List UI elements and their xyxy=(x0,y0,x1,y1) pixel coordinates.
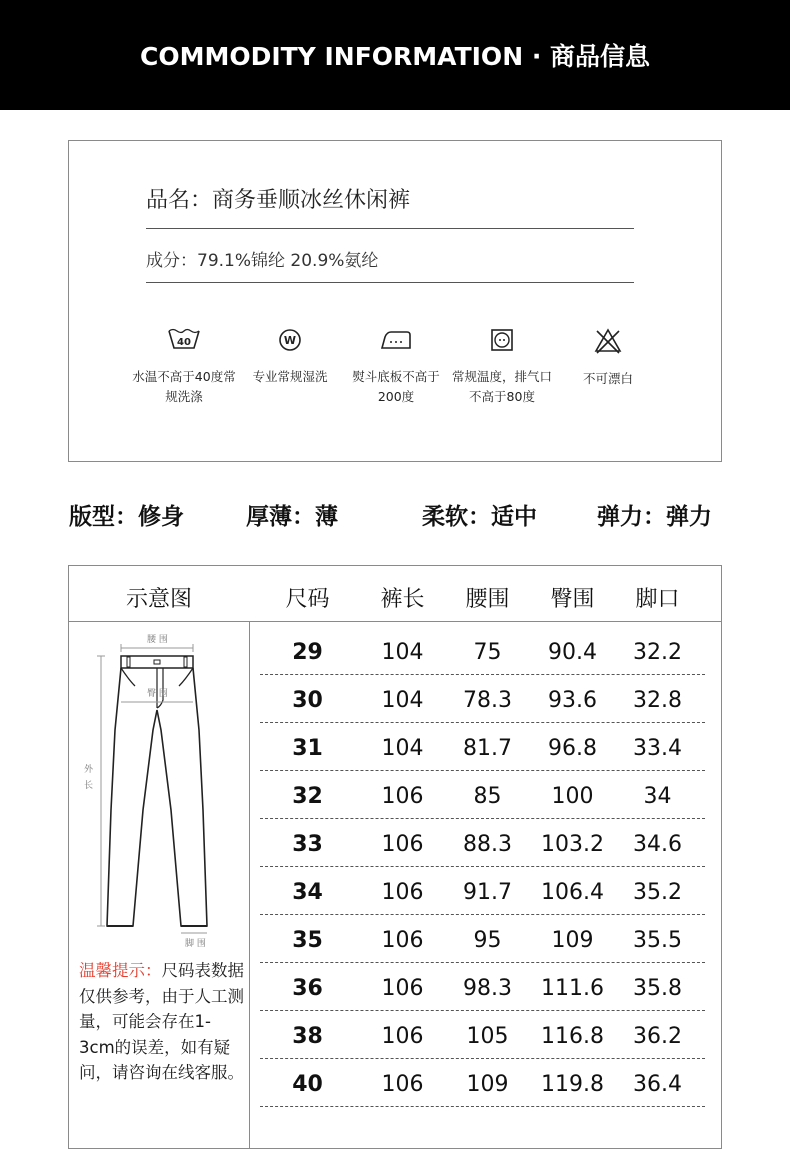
cell-waist: 109 xyxy=(466,1072,509,1097)
header-hip: 臀围 xyxy=(550,587,595,612)
cell-size: 36 xyxy=(292,976,323,1001)
table-row xyxy=(260,819,705,867)
header-banner xyxy=(0,0,790,110)
attr-elasticity: 弹力：弹力 xyxy=(597,504,712,530)
cell-hip: 119.8 xyxy=(541,1072,604,1097)
header-hem: 脚口 xyxy=(635,587,680,612)
cell-hip: 111.6 xyxy=(541,976,604,1001)
wash-40-icon xyxy=(167,327,201,353)
attributes-row xyxy=(0,498,790,532)
table-row xyxy=(260,771,705,819)
header-diagram: 示意图 xyxy=(125,587,192,612)
care-text: 不可漂白 xyxy=(582,371,633,386)
cell-hip: 100 xyxy=(551,784,594,809)
size-tip xyxy=(79,958,245,1086)
cell-waist: 95 xyxy=(473,928,502,953)
cell-hip: 103.2 xyxy=(541,832,604,857)
cell-hip: 96.8 xyxy=(548,736,597,761)
header-waist: 腰围 xyxy=(465,587,510,612)
cell-size: 40 xyxy=(292,1072,323,1097)
attr-thickness: 厚薄：薄 xyxy=(246,504,338,530)
tumble-dry-icon xyxy=(489,327,515,353)
care-text: 常规温度，排气口不高于80度 xyxy=(451,369,552,404)
cell-hem: 32.2 xyxy=(633,640,682,665)
cell-hem: 35.8 xyxy=(633,976,682,1001)
table-row xyxy=(260,675,705,723)
attr-fit: 版型：修身 xyxy=(69,504,184,530)
table-row xyxy=(260,723,705,771)
table-row xyxy=(260,1011,705,1059)
cell-hem: 36.2 xyxy=(633,1024,682,1049)
care-item-iron xyxy=(341,327,451,407)
cell-length: 104 xyxy=(381,688,424,713)
care-item-tumble-dry xyxy=(447,327,557,407)
care-item-wash xyxy=(129,327,239,407)
cell-hem: 34.6 xyxy=(633,832,682,857)
product-info-box xyxy=(68,140,722,462)
no-bleach-icon xyxy=(593,327,623,355)
hip-label: 臀 围 xyxy=(147,689,168,699)
wet-clean-icon xyxy=(277,327,303,353)
cell-hip: 90.4 xyxy=(548,640,597,665)
cell-waist: 75 xyxy=(473,640,502,665)
column-divider xyxy=(249,621,250,1149)
cell-waist: 85 xyxy=(473,784,502,809)
cell-size: 34 xyxy=(292,880,323,905)
cell-waist: 81.7 xyxy=(463,736,512,761)
cell-hem: 35.2 xyxy=(633,880,682,905)
cell-length: 106 xyxy=(381,1072,424,1097)
cell-length: 106 xyxy=(381,880,424,905)
cell-waist: 88.3 xyxy=(463,832,512,857)
table-row xyxy=(260,1059,705,1107)
care-text: 熨斗底板不高于200度 xyxy=(352,369,440,404)
product-name: 品名：商务垂顺冰丝休闲裤 xyxy=(146,188,411,213)
cell-length: 106 xyxy=(381,832,424,857)
cell-length: 104 xyxy=(381,640,424,665)
care-item-wet-clean xyxy=(235,327,345,387)
header-divider xyxy=(69,621,721,622)
cell-hem: 33.4 xyxy=(633,736,682,761)
cell-length: 106 xyxy=(381,784,424,809)
trousers-diagram xyxy=(77,630,237,954)
cell-hip: 109 xyxy=(551,928,594,953)
cell-hem: 35.5 xyxy=(633,928,682,953)
banner-title: COMMODITY INFORMATION · 商品信息 xyxy=(139,42,651,71)
cell-size: 32 xyxy=(292,784,323,809)
cell-hem: 32.8 xyxy=(633,688,682,713)
table-row xyxy=(260,867,705,915)
cell-length: 104 xyxy=(381,736,424,761)
divider xyxy=(146,228,634,229)
cell-size: 33 xyxy=(292,832,323,857)
cell-hem: 34 xyxy=(643,784,672,809)
cell-size: 30 xyxy=(292,688,323,713)
care-text: 水温不高于40度常规洗涤 xyxy=(132,369,236,404)
cell-size: 31 xyxy=(292,736,323,761)
cell-size: 29 xyxy=(292,640,323,665)
header-length: 裤长 xyxy=(380,587,425,612)
tip-text: 尺码表数据仅供参考，由于人工测量，可能会存在1-3cm的误差，如有疑问，请咨询在线客服。 xyxy=(79,961,244,1082)
care-text: 专业常规湿洗 xyxy=(252,369,328,384)
care-item-no-bleach xyxy=(553,327,663,389)
product-fabric: 成分：79.1%锦纶 20.9%氨纶 xyxy=(146,251,379,271)
cell-waist: 98.3 xyxy=(463,976,512,1001)
iron-icon xyxy=(379,327,413,353)
table-row xyxy=(260,915,705,963)
cell-hip: 116.8 xyxy=(541,1024,604,1049)
cell-length: 106 xyxy=(381,928,424,953)
hem-label: 脚 围 xyxy=(185,939,206,949)
table-row xyxy=(260,627,705,675)
divider xyxy=(146,282,634,283)
trousers-drawing xyxy=(77,630,237,950)
cell-waist: 78.3 xyxy=(463,688,512,713)
cell-waist: 91.7 xyxy=(463,880,512,905)
cell-waist: 105 xyxy=(466,1024,509,1049)
cell-hem: 36.4 xyxy=(633,1072,682,1097)
cell-hip: 93.6 xyxy=(548,688,597,713)
cell-length: 106 xyxy=(381,1024,424,1049)
cell-length: 106 xyxy=(381,976,424,1001)
waist-label: 腰 围 xyxy=(147,635,168,645)
attr-softness: 柔软：适中 xyxy=(422,504,537,530)
tip-title: 温馨提示： xyxy=(79,961,162,980)
svg-text:40: 40 xyxy=(177,337,191,348)
table-row xyxy=(260,963,705,1011)
outer-length-label: 外长 xyxy=(84,765,94,791)
cell-size: 35 xyxy=(292,928,323,953)
svg-text:W: W xyxy=(283,334,297,347)
cell-size: 38 xyxy=(292,1024,323,1049)
header-size: 尺码 xyxy=(285,587,330,612)
cell-hip: 106.4 xyxy=(541,880,604,905)
size-table xyxy=(68,565,722,1149)
